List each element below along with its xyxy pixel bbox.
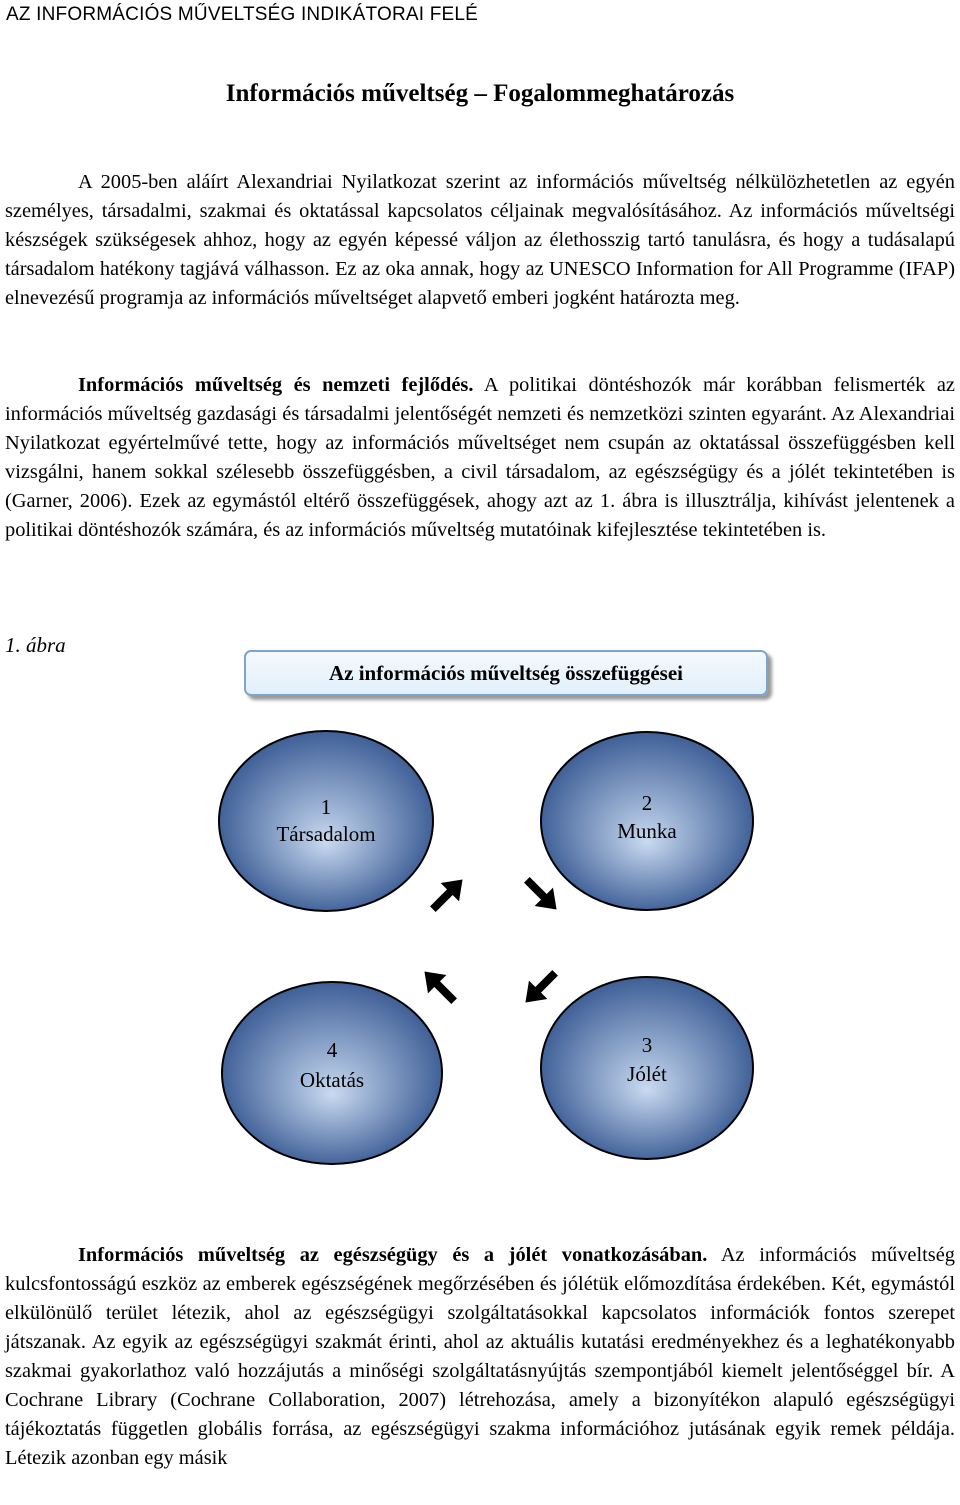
arrow-down-right-icon — [518, 871, 566, 919]
figure-label: 1. ábra — [5, 633, 66, 657]
page-title: Információs műveltség – Fogalommeghatározás — [225, 80, 735, 107]
running-header: AZ INFORMÁCIÓS MŰVELTSÉG INDIKÁTORAI FELÉ — [6, 4, 479, 25]
node-4 — [222, 982, 442, 1164]
node-1-number: 1 — [320, 795, 332, 819]
paragraph-heading: Információs műveltség az egészségügy és a jólét vonatkozásában. — [78, 1244, 708, 1266]
node-3 — [541, 977, 753, 1159]
arrow-down-left-icon — [516, 964, 564, 1012]
paragraph-health-wellbeing — [5, 1241, 955, 1473]
paragraph-text: A politikai döntéshozók már korábban felismerték az információs műveltség gazdasági és társadalmi jelentőségét nemzeti és nemzetközi szinten egyaránt. Az Alexandriai Nyilatkozat egyértelművé tette, hogy az információs műveltséget nem csupán az oktatással összefüggésben kell vizsgálni, hanem sokkal szélesebb összefüggésben, a civil társadalom, az egészségügy és a jólét tekintetében is (Garner, 2006). Ezek az egymástól eltérő összefüggések, ahogy azt az 1. ábra is illusztrálja, kihívást jelentenek a politikai döntéshozók számára, és az információs műveltség mutatóinak kifejlesztése tekintetében is. — [5, 374, 955, 541]
node-3-number: 3 — [641, 1033, 653, 1057]
paragraph-heading: Információs műveltség és nemzeti fejlődés. — [78, 374, 474, 396]
arrow-up-right-icon — [424, 870, 472, 918]
paragraph-national-development — [5, 371, 955, 545]
paragraph-text: A 2005-ben aláírt Alexandriai Nyilatkozat szerint az információs műveltség nélkülözhetetlen az egyén személyes, társadalmi, szakmai és oktatással kapcsolatos céljainak megvalósításához. Az információs műveltségi készségek szükségesek ahhoz, hogy az egyén képessé váljon az élethosszig tartó tanulásra, és hogy a tudásalapú társadalom hatékony tagjává válhasson. Ez az oka annak, hogy az UNESCO Information for All Programme (IFAP) elnevezésű programja az információs műveltséget alapvető emberi jogként határozta meg. — [5, 171, 955, 309]
node-4-label: Oktatás — [299, 1068, 365, 1092]
figure-title-box — [244, 650, 768, 696]
node-2 — [541, 732, 753, 910]
node-1-label: Társadalom — [276, 822, 376, 846]
node-3-label: Jólét — [627, 1062, 667, 1086]
figure-title: Az információs műveltség összefüggései — [328, 660, 683, 685]
node-2-number: 2 — [641, 791, 653, 815]
paragraph-definition — [5, 168, 955, 313]
node-1-circle — [219, 731, 433, 911]
node-2-label: Munka — [617, 819, 677, 843]
node-1 — [219, 731, 433, 911]
paragraph-text: Az információs műveltség kulcsfontosságú eszköz az emberek egészségének megőrzésében és jólétük előmozdítása érdekében. Két, egymástól elkülönülő terület létezik, ahol az egészségügyi szolgáltatásokkal kapcsolatos információk fontos szerepet játszanak. Az egyik az egészségügyi szakmát érinti, ahol az aktuális kutatási eredményekhez és a leghatékonyabb szakmai gyakorlathoz való hozzájutás a minőségi szolgáltatásnyújtás szempontjából kiemelt jelentőséggel bír. A Cochrane Library (Cochrane Collaboration, 2007) létrehozása, amely a bizonyítékon alapuló egészségügyi tájékoztatás független globális forrása, az egészségügyi szakma információhoz jutásának egyik remek példája. Létezik azonban egy másik — [5, 1244, 955, 1469]
figure-diagram — [0, 700, 960, 1240]
node-4-number: 4 — [326, 1038, 338, 1062]
arrow-up-left-icon — [415, 962, 463, 1010]
